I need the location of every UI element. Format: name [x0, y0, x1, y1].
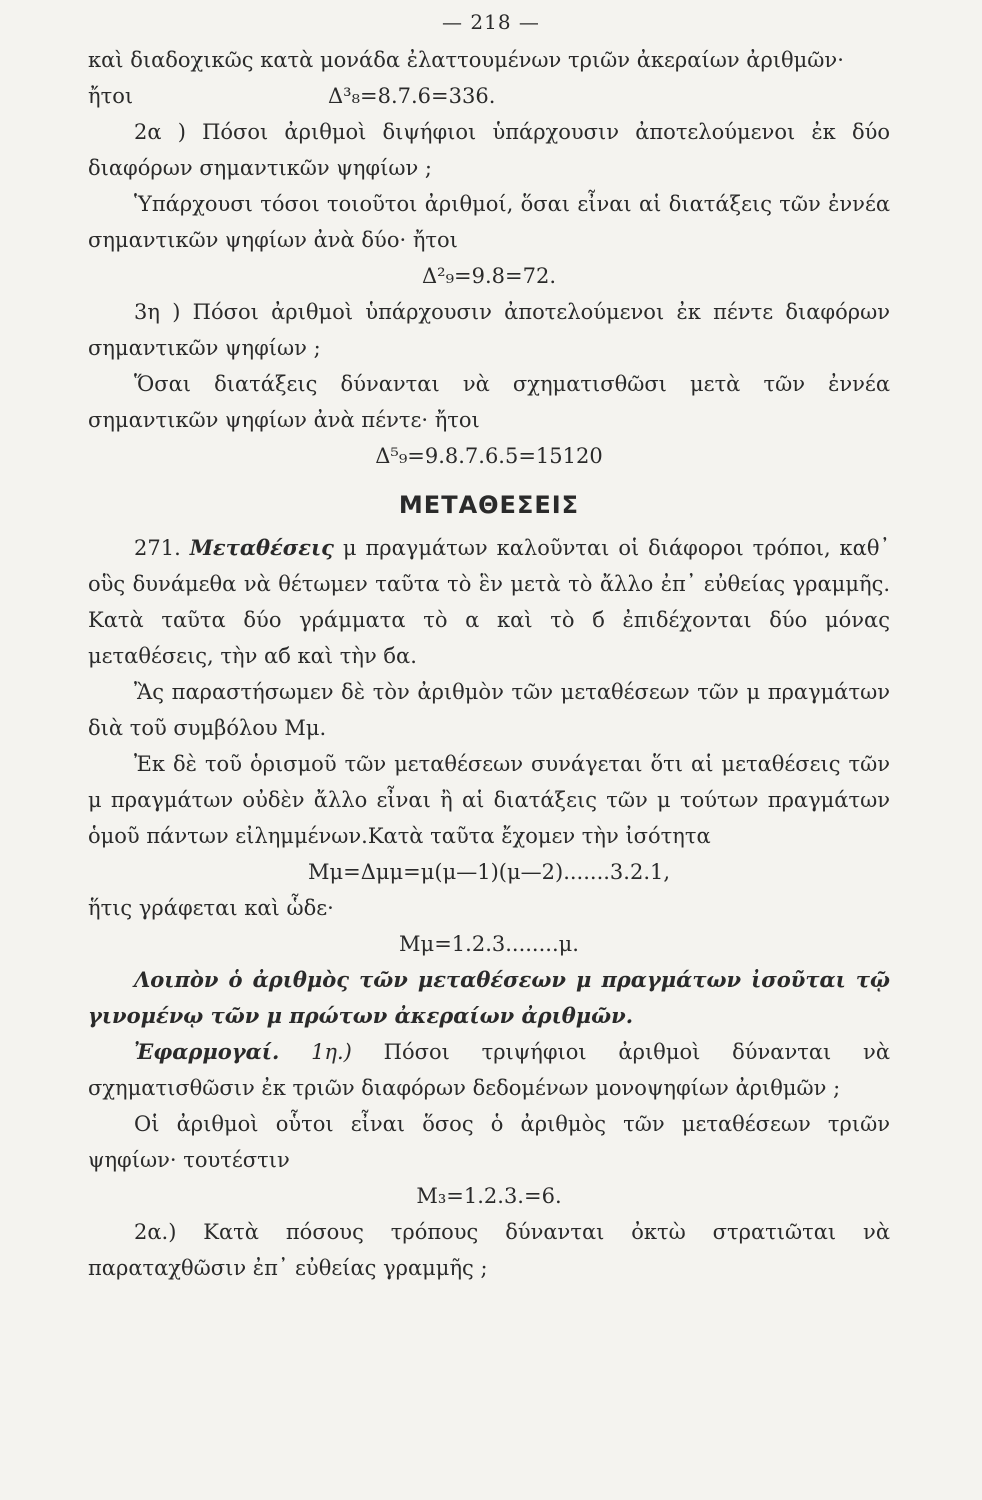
- definition-text: μ πραγμάτων καλοῦνται οἱ διάφοροι τρόποι, καθ᾿ οὓς δυνάμεθα νὰ θέτωμεν ταῦτα τὸ ἓν μετὰ τὸ ἄλλο ἐπ᾿ εὐθείας γραμμῆς. Κατὰ ταῦτα δύο γράμματα τὸ α καὶ τὸ б ἐπιδέχονται δύο μόνας μεταθέσεις, τὴν αб καὶ τὴν бα.: [88, 536, 890, 668]
- question-3: 3η ) Πόσοι ἀριθμοὶ ὑπάρχουσιν ἀποτελούμενοι ἐκ πέντε διαφόρων σημαντικῶν ψηφίων ;: [88, 300, 890, 360]
- equation: Δ⁵₉=9.8.7.6.5=15120: [375, 444, 603, 468]
- definition-paragraph: [88, 530, 890, 674]
- paragraph: ἥτις γράφεται καὶ ὧδε·: [88, 896, 334, 920]
- applications-label: Ἐφαρμογαί.: [134, 1039, 280, 1064]
- defined-term: Μεταθέσεις: [189, 535, 334, 560]
- equation-row: [88, 78, 890, 114]
- paragraph: Ἐκ δὲ τοῦ ὁρισμοῦ τῶν μεταθέσεων συνάγεται ὅτι αἱ μεταθέσεις τῶν μ πραγμάτων οὐδὲν ἄλλο εἶναι ἢ αἱ διατάξεις τῶν μ τούτων πραγμάτων ὁμοῦ πάντων εἰλημμένων.Κατὰ ταῦτα ἔχομεν τὴν ἰσότητα: [88, 752, 890, 848]
- equation: Δ²₉=9.8=72.: [422, 264, 556, 288]
- application-question: 2α.) Κατὰ πόσους τρόπους δύνανται ὀκτὼ στρατιῶται νὰ παραταχθῶσιν ἐπ᾿ εὐθείας γραμμῆς ;: [88, 1220, 890, 1280]
- answer-3: Ὅσαι διατάξεις δύνανται νὰ σχηματισθῶσι μετὰ τῶν ἐννέα σημαντικῶν ψηφίων ἀνὰ πέντε· ἤτοι: [88, 372, 890, 432]
- equation: Δ³₈=8.7.6=336.: [328, 84, 496, 108]
- equation: Μμ=Δμμ=μ(μ—1)(μ—2).......3.2.1,: [307, 860, 671, 884]
- equation: Μ₃=1.2.3.=6.: [416, 1184, 562, 1208]
- equation: Μμ=1.2.3........μ.: [399, 932, 579, 956]
- paragraph: Ἂς παραστήσωμεν δὲ τὸν ἀριθμὸν τῶν μεταθέσεων τῶν μ πραγμάτων διὰ τοῦ συμβόλου Μμ.: [88, 680, 890, 740]
- section-heading: ΜΕΤΑΘΕΣΕΙΣ: [398, 491, 580, 519]
- paragraph: Οἱ ἀριθμοὶ οὗτοι εἶναι ὅσος ὁ ἀριθμὸς τῶν μεταθέσεων τριῶν ψηφίων· τουτέστιν: [88, 1112, 890, 1172]
- question-2: 2α ) Πόσοι ἀριθμοὶ διψήφιοι ὑπάρχουσιν ἀποτελούμενοι ἐκ δύο διαφόρων σημαντικῶν ψηφίων ;: [88, 120, 890, 180]
- application-number: 1η.): [311, 1040, 352, 1064]
- conclusion: Λοιπὸν ὁ ἀριθμὸς τῶν μεταθέσεων μ πραγμάτων ἰσοῦται τῷ γινομένῳ τῶν μ πρώτων ἀκεραίων ἀριθμῶν.: [88, 967, 890, 1028]
- paragraph: καὶ διαδοχικῶς κατὰ μονάδα ἐλαττουμένων τριῶν ἀκεραίων ἀριθμῶν·: [88, 48, 844, 72]
- application-question: Πόσοι τριψήφιοι ἀριθμοὶ δύνανται νὰ σχηματισθῶσιν ἐκ τριῶν διαφόρων δεδομένων μονοψηφίων ἀριθμῶν ;: [88, 1040, 890, 1100]
- page-body: [88, 42, 890, 1286]
- page-number: — 218 —: [442, 10, 540, 34]
- applications-paragraph: [88, 1034, 890, 1106]
- answer-2: Ὑπάρχουσι τόσοι τοιοῦτοι ἀριθμοί, ὅσαι εἶναι αἱ διατάξεις τῶν ἐννέα σημαντικῶν ψηφίων ἀνὰ δύο· ἤτοι: [88, 192, 890, 252]
- section-number: 271.: [134, 536, 181, 560]
- paragraph-lead: ἤτοι: [88, 84, 134, 108]
